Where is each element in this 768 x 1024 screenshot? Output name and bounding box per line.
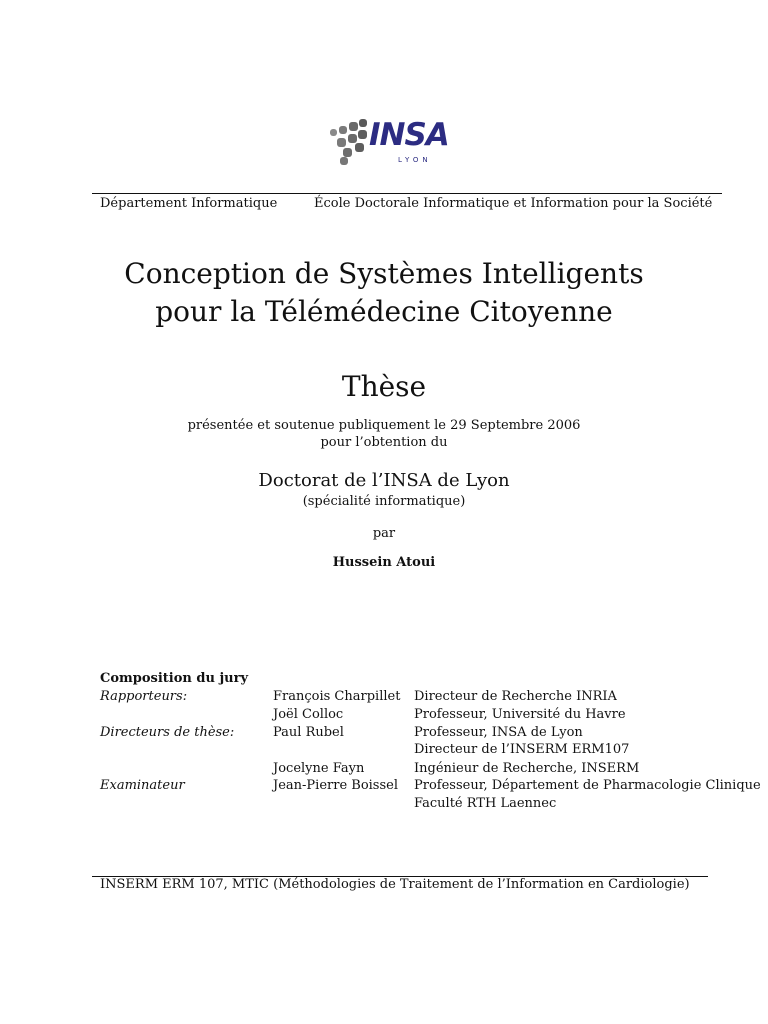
by-line: par xyxy=(372,526,396,541)
jury-heading: Composition du jury xyxy=(100,671,249,686)
doctoral-school-label: École Doctorale Informatique et Information pour la Société xyxy=(314,196,713,211)
jury-role: Directeurs de thèse: xyxy=(100,725,235,740)
jury-role: Rapporteurs: xyxy=(100,689,188,704)
logo-dot xyxy=(349,122,358,131)
jury-position: Faculté RTH Laennec xyxy=(414,796,557,811)
jury-name: François Charpillet xyxy=(273,689,401,704)
logo-dot xyxy=(348,134,357,143)
lab-footer: INSERM ERM 107, MTIC (Méthodologies de Traitement de l’Information en Cardiologie) xyxy=(100,877,690,892)
logo-dot xyxy=(343,148,352,157)
logo-dot xyxy=(355,143,364,152)
jury-role: Examinateur xyxy=(100,778,185,793)
insa-lyon-logo xyxy=(326,117,449,169)
jury-position: Professeur, INSA de Lyon xyxy=(414,725,583,740)
title-line-2: pour la Télémédecine Citoyenne xyxy=(155,295,613,328)
jury-name: Paul Rubel xyxy=(273,725,344,740)
logo-dot xyxy=(339,126,347,134)
department-label: Département Informatique xyxy=(100,196,278,211)
specialty-line: (spécialité informatique) xyxy=(302,494,466,509)
header-rule xyxy=(92,193,722,194)
logo-dot xyxy=(330,129,337,136)
jury-position: Professeur, Département de Pharmacologie Clinique xyxy=(414,778,761,793)
logo-dot xyxy=(337,138,346,147)
logo-dot xyxy=(340,157,348,165)
jury-position: Professeur, Université du Havre xyxy=(414,707,626,722)
logo-dot xyxy=(358,130,367,139)
thesis-title xyxy=(0,255,768,331)
jury-name: Jean-Pierre Boissel xyxy=(273,778,399,793)
author-name: Hussein Atoui xyxy=(332,555,436,570)
logo-subtext: LYON xyxy=(398,156,432,164)
degree-title: Doctorat de l’INSA de Lyon xyxy=(258,470,510,491)
jury-position: Directeur de Recherche INRIA xyxy=(414,689,617,704)
jury-position: Ingénieur de Recherche, INSERM xyxy=(414,761,640,776)
jury-name: Joël Colloc xyxy=(273,707,344,722)
thesis-label: Thèse xyxy=(341,370,427,403)
logo-dot xyxy=(359,119,367,127)
logo-text: INSA xyxy=(369,117,449,153)
jury-position: Directeur de l’INSERM ERM107 xyxy=(414,742,630,757)
title-line-1: Conception de Systèmes Intelligents xyxy=(124,257,644,290)
jury-name: Jocelyne Fayn xyxy=(273,761,365,776)
obtention-line: pour l’obtention du xyxy=(320,435,448,450)
presented-line: présentée et soutenue publiquement le 29 Septembre 2006 xyxy=(187,418,581,433)
